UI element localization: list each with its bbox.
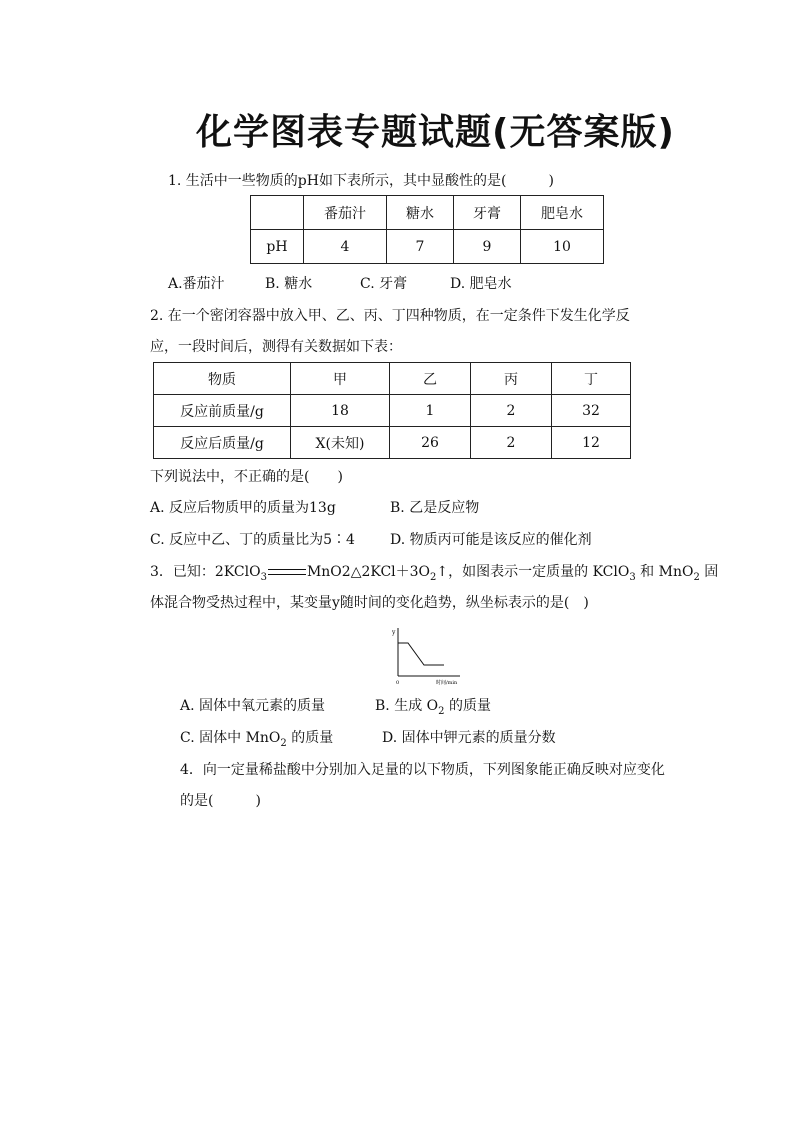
table-cell: 反应前质量/g [154, 395, 291, 427]
origin-label: 0 [396, 680, 400, 686]
q2-option-a: A. 反应后物质甲的质量为13g [150, 500, 336, 516]
q3-text: 固 [699, 564, 719, 580]
table-cell: 7 [387, 230, 454, 264]
q2-option-d: D. 物质丙可能是该反应的催化剂 [390, 532, 592, 548]
table-cell: 乙 [390, 363, 471, 395]
q3-text: 3．已知：2KClO [150, 564, 261, 580]
subscript: 2 [280, 737, 287, 749]
q4-stem-line2: 的是( ) [180, 793, 261, 809]
table-cell [251, 196, 304, 230]
q3-option-c [180, 729, 333, 747]
table-cell: 12 [552, 427, 631, 459]
table-cell: 番茄汁 [304, 196, 387, 230]
table-cell: 2 [471, 395, 552, 427]
table-cell: 2 [471, 427, 552, 459]
table-cell: 9 [454, 230, 521, 264]
q4-stem-line1: 4．向一定量稀盐酸中分别加入足量的以下物质，下列图象能正确反映对应变化 [180, 762, 665, 778]
q1-ph-table [250, 195, 604, 264]
q3-text: ↑，如图表示一定质量的 KClO [436, 564, 630, 580]
q1-option-c: C. 牙膏 [360, 276, 408, 292]
q3-graph [388, 624, 464, 688]
table-cell: 肥皂水 [521, 196, 604, 230]
q2-stem-line2: 应，一段时间后，测得有关数据如下表： [150, 339, 402, 355]
table-cell: 丙 [471, 363, 552, 395]
table-cell: 牙膏 [454, 196, 521, 230]
y-axis-label: y [392, 629, 396, 636]
q3-option-d: D. 固体中钾元素的质量分数 [382, 730, 556, 746]
table-cell: X(未知) [291, 427, 390, 459]
table-row [251, 230, 604, 264]
table-cell: 糖水 [387, 196, 454, 230]
table-cell: 物质 [154, 363, 291, 395]
table-cell: pH [251, 230, 304, 264]
table-cell: 甲 [291, 363, 390, 395]
q3-stem-line1 [150, 563, 718, 581]
q2-option-b: B. 乙是反应物 [390, 500, 480, 516]
table-cell: 反应后质量/g [154, 427, 291, 459]
q2-option-c: C. 反应中乙、丁的质量比为5∶4 [150, 532, 355, 548]
q3-option-b [375, 697, 491, 715]
equation-equals-sign [268, 569, 306, 575]
table-header-row [154, 363, 631, 395]
q3-text: C. 固体中 MnO [180, 730, 281, 746]
q3-text: MnO2△2KCl＋3O [306, 564, 431, 580]
table-header-row [251, 196, 604, 230]
table-cell: 26 [390, 427, 471, 459]
q2-question: 下列说法中，不正确的是( ) [150, 469, 343, 485]
q1-option-b: B. 糖水 [265, 276, 313, 292]
page-title: 化学图表专题试题(无答案版) [196, 112, 675, 153]
table-cell: 10 [521, 230, 604, 264]
q3-option-a: A. 固体中氧元素的质量 [180, 698, 326, 714]
table-row [154, 427, 631, 459]
subscript: 3 [629, 571, 636, 583]
table-cell: 1 [390, 395, 471, 427]
table-cell: 4 [304, 230, 387, 264]
table-cell: 丁 [552, 363, 631, 395]
q3-text: 和 MnO [635, 564, 694, 580]
subscript: 2 [430, 571, 437, 583]
table-row [154, 395, 631, 427]
subscript: 2 [438, 705, 445, 717]
subscript: 2 [693, 571, 700, 583]
q3-stem-line2: 体混合物受热过程中，某变量y随时间的变化趋势，纵坐标表示的是( ) [150, 595, 589, 611]
q2-mass-table [153, 362, 631, 459]
x-axis-label: 时间/min [436, 680, 458, 686]
q1-option-a: A.番茄汁 [168, 276, 225, 292]
q2-stem-line1: 2. 在一个密闭容器中放入甲、乙、丙、丁四种物质，在一定条件下发生化学反 [150, 308, 630, 324]
q3-text: 的质量 [286, 730, 334, 746]
graph-curve [398, 643, 444, 665]
table-cell: 32 [552, 395, 631, 427]
q3-text: 的质量 [444, 698, 491, 714]
q3-text: B. 生成 O [375, 698, 439, 714]
subscript: 3 [260, 571, 267, 583]
table-cell: 18 [291, 395, 390, 427]
q1-option-d: D. 肥皂水 [450, 276, 512, 292]
q1-stem: 1. 生活中一些物质的pH如下表所示，其中显酸性的是( ) [168, 173, 554, 189]
